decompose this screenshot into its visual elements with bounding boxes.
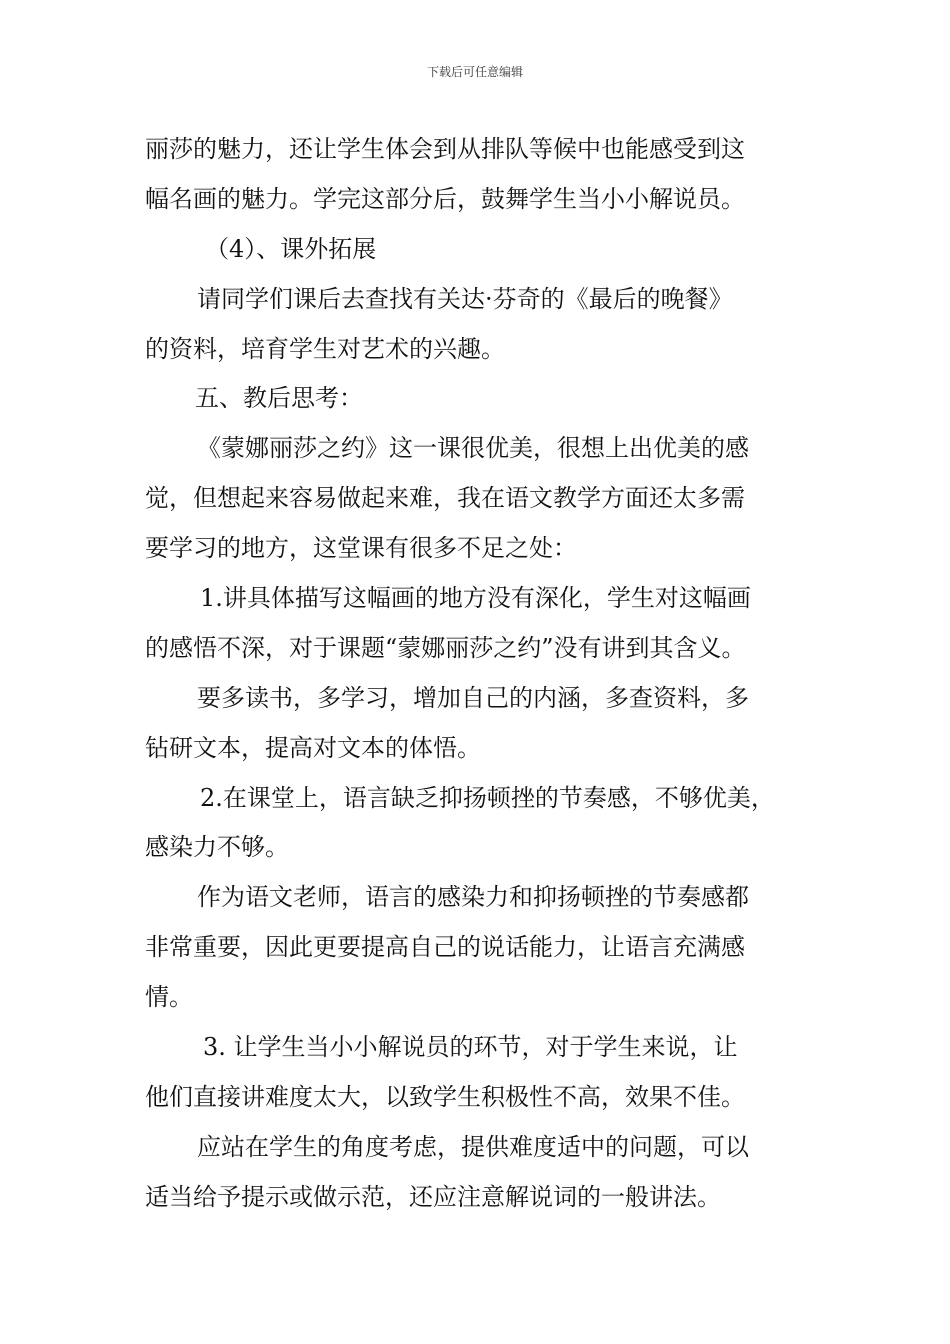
document-body xyxy=(145,125,813,1223)
numbered-item-3: 3. 让学生当小小解说员的环节，对于学生来说，让 xyxy=(203,1033,738,1062)
text-line: 《蒙娜丽莎之约》这一课很优美，很想上出优美的感 xyxy=(197,434,749,463)
text-line: 感染力不够。 xyxy=(145,833,289,862)
text-line: 他们直接讲难度太大，以致学生积极性不高，效果不佳。 xyxy=(145,1082,745,1111)
text-line: 丽莎的魅力，还让学生体会到从排队等候中也能感受到这 xyxy=(145,135,745,163)
text-line: 要学习的地方，这堂课有很多不足之处： xyxy=(145,534,577,563)
text-line: 要多读书，多学习，增加自己的内涵，多查资料，多 xyxy=(197,683,749,712)
text-line: 适当给予提示或做示范，还应注意解说词的一般讲法。 xyxy=(145,1182,721,1211)
text-line: 应站在学生的角度考虑，提供难度适中的问题，可以 xyxy=(197,1132,749,1161)
text-line: 的资料，培育学生对艺术的兴趣。 xyxy=(145,334,505,363)
text-line: 的感悟不深，对于课题“蒙娜丽莎之约”没有讲到其含义。 xyxy=(145,633,746,662)
text-line: 作为语文老师，语言的感染力和抑扬顿挫的节奏感都 xyxy=(197,883,749,912)
text-line: 觉，但想起来容易做起来难，我在语文教学方面还太多需 xyxy=(145,484,745,513)
text-line: 非常重要，因此更要提高自己的说话能力，让语言充满感 xyxy=(145,933,745,962)
page-header: 下载后可任意编辑 xyxy=(426,65,523,79)
text-line: 钻研文本，提高对文本的体悟。 xyxy=(145,733,481,762)
numbered-item-2: 2.在课堂上，语言缺乏抑扬顿挫的节奏感，不够优美， xyxy=(200,783,775,812)
text-line: 请同学们课后去查找有关达·芬奇的《最后的晚餐》 xyxy=(197,284,733,313)
text-line: 情。 xyxy=(145,983,193,1012)
text-line: 幅名画的魅力。学完这部分后，鼓舞学生当小小解说员。 xyxy=(145,184,745,213)
section-subheading: （4）、课外拓展 xyxy=(205,234,377,263)
numbered-item-1: 1.讲具体描写这幅画的地方没有深化，学生对这幅画 xyxy=(200,584,751,613)
section-heading: 五、教后思考： xyxy=(195,384,363,413)
